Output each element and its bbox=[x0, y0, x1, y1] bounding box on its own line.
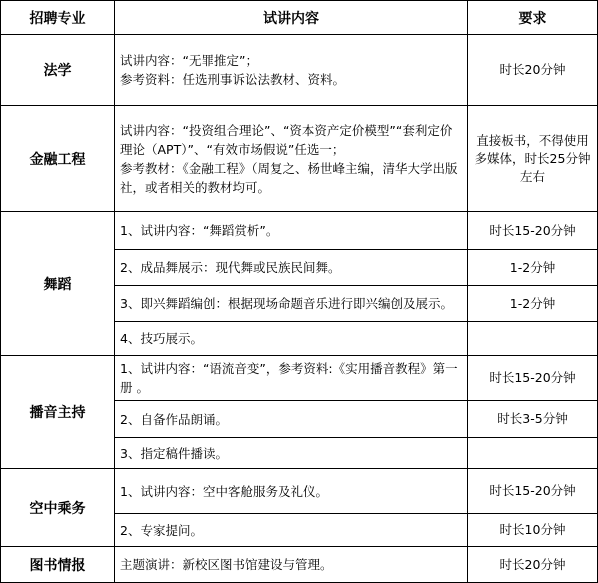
major-cell: 舞蹈 bbox=[1, 212, 115, 356]
header-row bbox=[1, 1, 598, 35]
content-cell: 4、技巧展示。 bbox=[115, 322, 468, 356]
content-cell: 3、指定稿件播读。 bbox=[115, 438, 468, 469]
header-requirement: 要求 bbox=[468, 1, 598, 35]
content-cell: 试讲内容：“无罪推定”； 参考资料：任选刑事诉讼法教材、资料。 bbox=[115, 35, 468, 106]
table-row bbox=[1, 547, 598, 583]
requirement-cell: 时长20分钟 bbox=[468, 547, 598, 583]
requirement-cell: 时长10分钟 bbox=[468, 514, 598, 547]
content-cell: 主题演讲：新校区图书馆建设与管理。 bbox=[115, 547, 468, 583]
content-cell: 试讲内容：“投资组合理论”、“资本资产定价模型”“套利定价理论（APT）”、“有效市场假说”任选一； 参考教材：《金融工程》（周复之、杨世峰主编，清华大学出版社，或者相关的教材均可。 bbox=[115, 106, 468, 212]
requirement-cell: 时长15-20分钟 bbox=[468, 469, 598, 514]
requirement-cell: 时长15-20分钟 bbox=[468, 356, 598, 401]
content-cell: 2、专家提问。 bbox=[115, 514, 468, 547]
table-row bbox=[1, 212, 598, 250]
content-cell: 2、自备作品朗诵。 bbox=[115, 401, 468, 438]
content-cell: 1、试讲内容：空中客舱服务及礼仪。 bbox=[115, 469, 468, 514]
content-cell: 2、成品舞展示：现代舞或民族民间舞。 bbox=[115, 250, 468, 286]
requirement-cell: 1-2分钟 bbox=[468, 286, 598, 322]
requirement-cell: 直接板书，不得使用多媒体，时长25分钟左右 bbox=[468, 106, 598, 212]
header-major: 招聘专业 bbox=[1, 1, 115, 35]
content-cell: 3、即兴舞蹈编创：根据现场命题音乐进行即兴编创及展示。 bbox=[115, 286, 468, 322]
content-cell: 1、试讲内容：“语流音变”，参考资料:《实用播音教程》第一册 。 bbox=[115, 356, 468, 401]
requirement-cell bbox=[468, 438, 598, 469]
table-row bbox=[1, 35, 598, 106]
table-row bbox=[1, 106, 598, 212]
requirement-cell: 时长20分钟 bbox=[468, 35, 598, 106]
major-cell: 播音主持 bbox=[1, 356, 115, 469]
major-cell: 空中乘务 bbox=[1, 469, 115, 547]
requirement-cell: 时长15-20分钟 bbox=[468, 212, 598, 250]
requirement-cell: 时长3-5分钟 bbox=[468, 401, 598, 438]
header-content: 试讲内容 bbox=[115, 1, 468, 35]
major-cell: 图书情报 bbox=[1, 547, 115, 583]
table-row bbox=[1, 469, 598, 514]
major-cell: 金融工程 bbox=[1, 106, 115, 212]
content-cell: 1、试讲内容：“舞蹈赏析”。 bbox=[115, 212, 468, 250]
table-row bbox=[1, 356, 598, 401]
major-cell: 法学 bbox=[1, 35, 115, 106]
requirement-cell: 1-2分钟 bbox=[468, 250, 598, 286]
table-body bbox=[1, 35, 598, 583]
requirement-cell bbox=[468, 322, 598, 356]
